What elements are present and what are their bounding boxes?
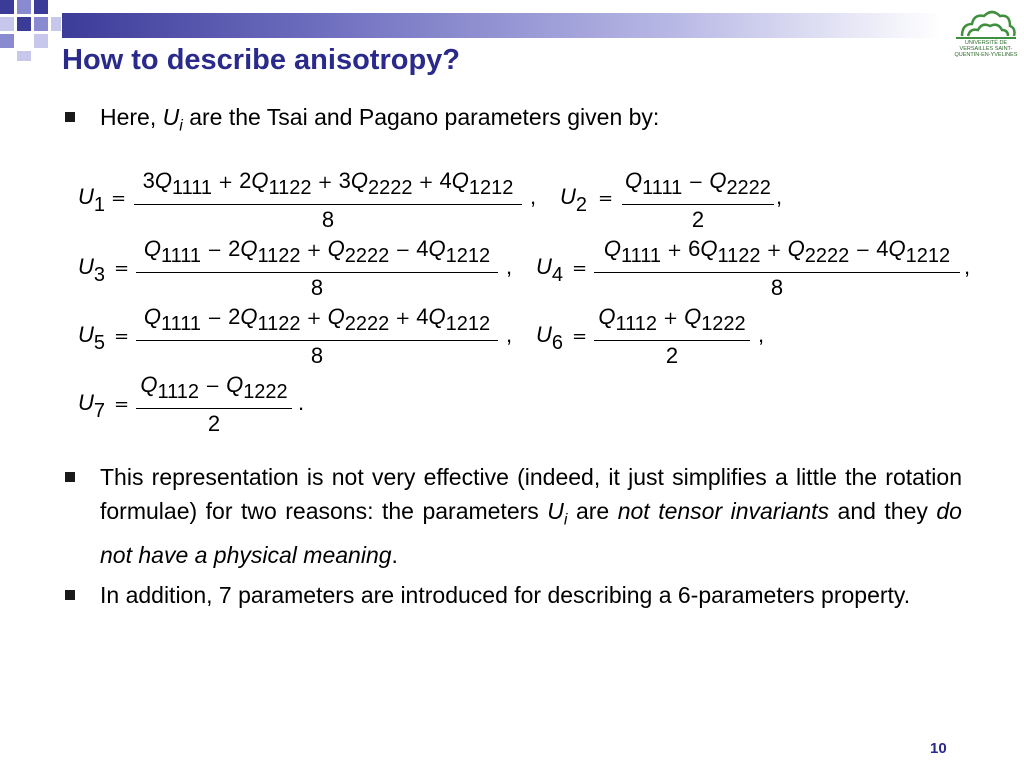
corner-square <box>0 0 14 14</box>
corner-square <box>51 17 61 31</box>
intro-var-sub: i <box>179 117 183 135</box>
eq-fraction: Q1111 − 2Q1122 + Q2222 − 4Q1212 8 <box>136 236 498 301</box>
eq-fraction: 3Q1111 + 2Q1122 + 3Q2222 + 4Q1212 8 <box>134 168 522 233</box>
eq-fraction: Q1112 + Q1222 2 <box>594 304 750 369</box>
intro-prefix: Here, <box>100 104 163 130</box>
slide-title: How to describe anisotropy? <box>62 44 460 76</box>
eq-lhs: $U_1$ <box>78 184 106 216</box>
eq-fraction: Q1111 − 2Q1122 + Q2222 + 4Q1212 8 <box>136 304 498 369</box>
eq-lhs: $U_5$ <box>78 322 106 354</box>
bullet-marker <box>65 472 75 482</box>
eq-fraction: Q1112 − Q1222 2 <box>136 372 292 437</box>
intro-suffix: are the Tsai and Pagano parameters given by: <box>182 104 660 130</box>
eq-lhs: $U_4$ <box>536 254 564 286</box>
corner-square <box>34 0 48 14</box>
corner-square <box>0 17 14 31</box>
bullet-marker <box>65 112 75 122</box>
bullet-addition: In addition, 7 parameters are introduced for describing a 6-parameters property. <box>100 582 911 608</box>
corner-square <box>34 34 48 48</box>
corner-square <box>17 0 31 14</box>
bullet-marker <box>65 590 75 600</box>
intro-var: U <box>162 104 180 130</box>
logo-text: UNIVERSITÉ DE VERSAILLES SAINT-QUENTIN-EN-YVELINES <box>954 40 1018 58</box>
corner-square <box>0 34 14 48</box>
eq-lhs: $U_3$ <box>78 254 106 286</box>
eq-fraction: Q1111 − Q2222 2 <box>622 168 774 233</box>
corner-square <box>17 17 31 31</box>
page-number: 10 <box>930 740 947 757</box>
eq-lhs: $U_6$ <box>536 322 564 354</box>
bullet-intro <box>100 100 659 144</box>
eq-lhs: $U_2$ <box>560 184 588 216</box>
bullet-representation: This representation is not very effective (indeed, it just simplifies a little the rotation formulae) for two reasons: the parameters $U_i$ are not tensor invariants and they do not have a physical meaning. <box>100 464 962 568</box>
corner-square <box>34 17 48 31</box>
eq-fraction: Q1111 + 6Q1122 + Q2222 − 4Q1212 8 <box>594 236 960 301</box>
corner-square <box>17 51 31 61</box>
header-bar <box>62 13 942 38</box>
eq-lhs: $U_7$ <box>78 390 106 422</box>
